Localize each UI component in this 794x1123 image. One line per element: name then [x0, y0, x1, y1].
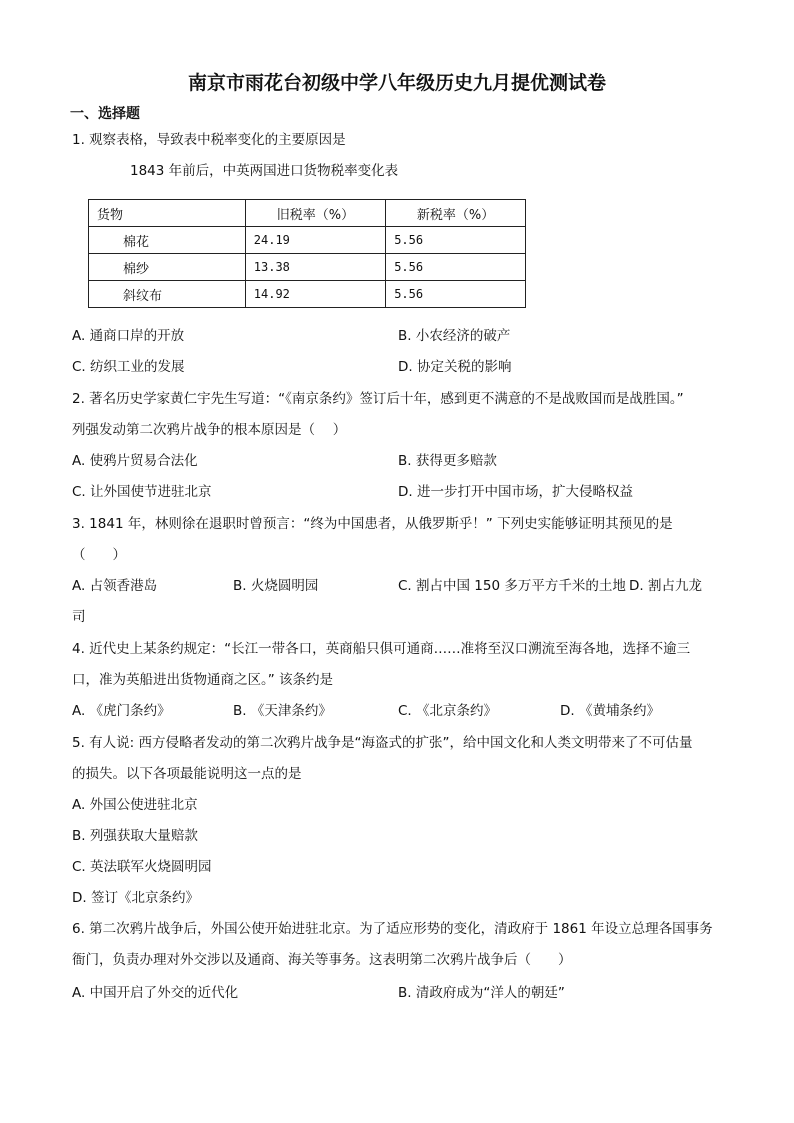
- question-stem-line: 4. 近代史上某条约规定：“长江一带各口，英商船只俱可通商……准将至汉口溯流至海各地，选择不逾三: [72, 641, 691, 657]
- question-stem: 1. 观察表格，导致表中税率变化的主要原因是: [72, 132, 346, 148]
- question-stem-line: 列强发动第二次鸦片战争的根本原因是（ ）: [72, 422, 347, 438]
- table-cell: 棉花: [89, 227, 246, 254]
- question-stem-line: （ ）: [72, 547, 126, 563]
- table-cell: 5.56: [386, 281, 526, 308]
- option-b: B. 火烧圆明园: [233, 578, 319, 594]
- table-cell: 13.38: [245, 254, 385, 281]
- option-d: D. 进一步打开中国市场，扩大侵略权益: [398, 484, 633, 500]
- table-header-cell: 旧税率（%）: [245, 200, 385, 227]
- table-caption: 1843 年前后，中英两国进口货物税率变化表: [130, 163, 399, 179]
- option-c: C. 《北京条约》: [398, 703, 498, 719]
- option-a: A. 《虎门条约》: [72, 703, 171, 719]
- option-b: B. 小农经济的破产: [398, 328, 511, 344]
- page-title: 南京市雨花台初级中学八年级历史九月提优测试卷: [187, 72, 606, 94]
- question-stem-line: 口，准为英船进出货物通商之区。” 该条约是: [72, 672, 334, 688]
- table-cell: 14.92: [245, 281, 385, 308]
- option-d: D. 签订《北京条约》: [72, 890, 199, 906]
- option-d: D. 《黄埔条约》: [560, 703, 660, 719]
- table-cell: 5.56: [386, 254, 526, 281]
- question-stem-line: 衙门，负责办理对外交涉以及通商、海关等事务。这表明第二次鸦片战争后（ ）: [72, 952, 572, 968]
- option-c: C. 让外国使节进驻北京: [72, 484, 212, 500]
- option-a: A. 中国开启了外交的近代化: [72, 985, 239, 1001]
- table-cell: 斜纹布: [89, 281, 246, 308]
- option-a: A. 通商口岸的开放: [72, 328, 185, 344]
- option-c: C. 割占中国 150 多万平方千米的土地: [398, 578, 626, 594]
- option-d: D. 协定关税的影响: [398, 359, 512, 375]
- question-stem-line: 6. 第二次鸦片战争后，外国公使开始进驻北京。为了适应形势的变化，清政府于 1861 年设立总理各国事务: [72, 921, 713, 937]
- table-header-cell: 货物: [89, 200, 246, 227]
- question-stem-line: 5. 有人说: 西方侵略者发动的第二次鸦片战争是“海盗式的扩张”，给中国文化和人类文明带来了不可估量: [72, 735, 693, 751]
- option-b: B. 清政府成为“洋人的朝廷”: [398, 985, 565, 1001]
- table-header-cell: 新税率（%）: [386, 200, 526, 227]
- option-a: A. 使鸦片贸易合法化: [72, 453, 198, 469]
- question-stem-line: 2. 著名历史学家黄仁宇先生写道：“《南京条约》签订后十年，感到更不满意的不是战败国而是战胜国。”: [72, 391, 684, 407]
- section-heading: 一、选择题: [70, 106, 140, 122]
- option-a: A. 占领香港岛: [72, 578, 158, 594]
- question-stem-line: 的损失。以下各项最能说明这一点的是: [72, 766, 302, 782]
- table-header-row: [89, 200, 526, 227]
- tax-rate-table: [88, 199, 526, 308]
- table-cell: 24.19: [245, 227, 385, 254]
- option-c: C. 英法联军火烧圆明园: [72, 859, 212, 875]
- option-b: B. 获得更多赔款: [398, 453, 497, 469]
- option-d: D. 割占九龙: [629, 578, 702, 594]
- option-b: B. 列强获取大量赔款: [72, 828, 198, 844]
- option-a: A. 外国公使进驻北京: [72, 797, 198, 813]
- option-c: C. 纺织工业的发展: [72, 359, 185, 375]
- table-row: [89, 227, 526, 254]
- table-cell: 5.56: [386, 227, 526, 254]
- option-d-wrap: 司: [72, 609, 86, 625]
- table-cell: 棉纱: [89, 254, 246, 281]
- question-stem-line: 3. 1841 年，林则徐在退职时曾预言：“终为中国患者，从俄罗斯乎！” 下列史实能够证明其预见的是: [72, 516, 673, 532]
- table-row: [89, 281, 526, 308]
- table-row: [89, 254, 526, 281]
- option-b: B. 《天津条约》: [233, 703, 332, 719]
